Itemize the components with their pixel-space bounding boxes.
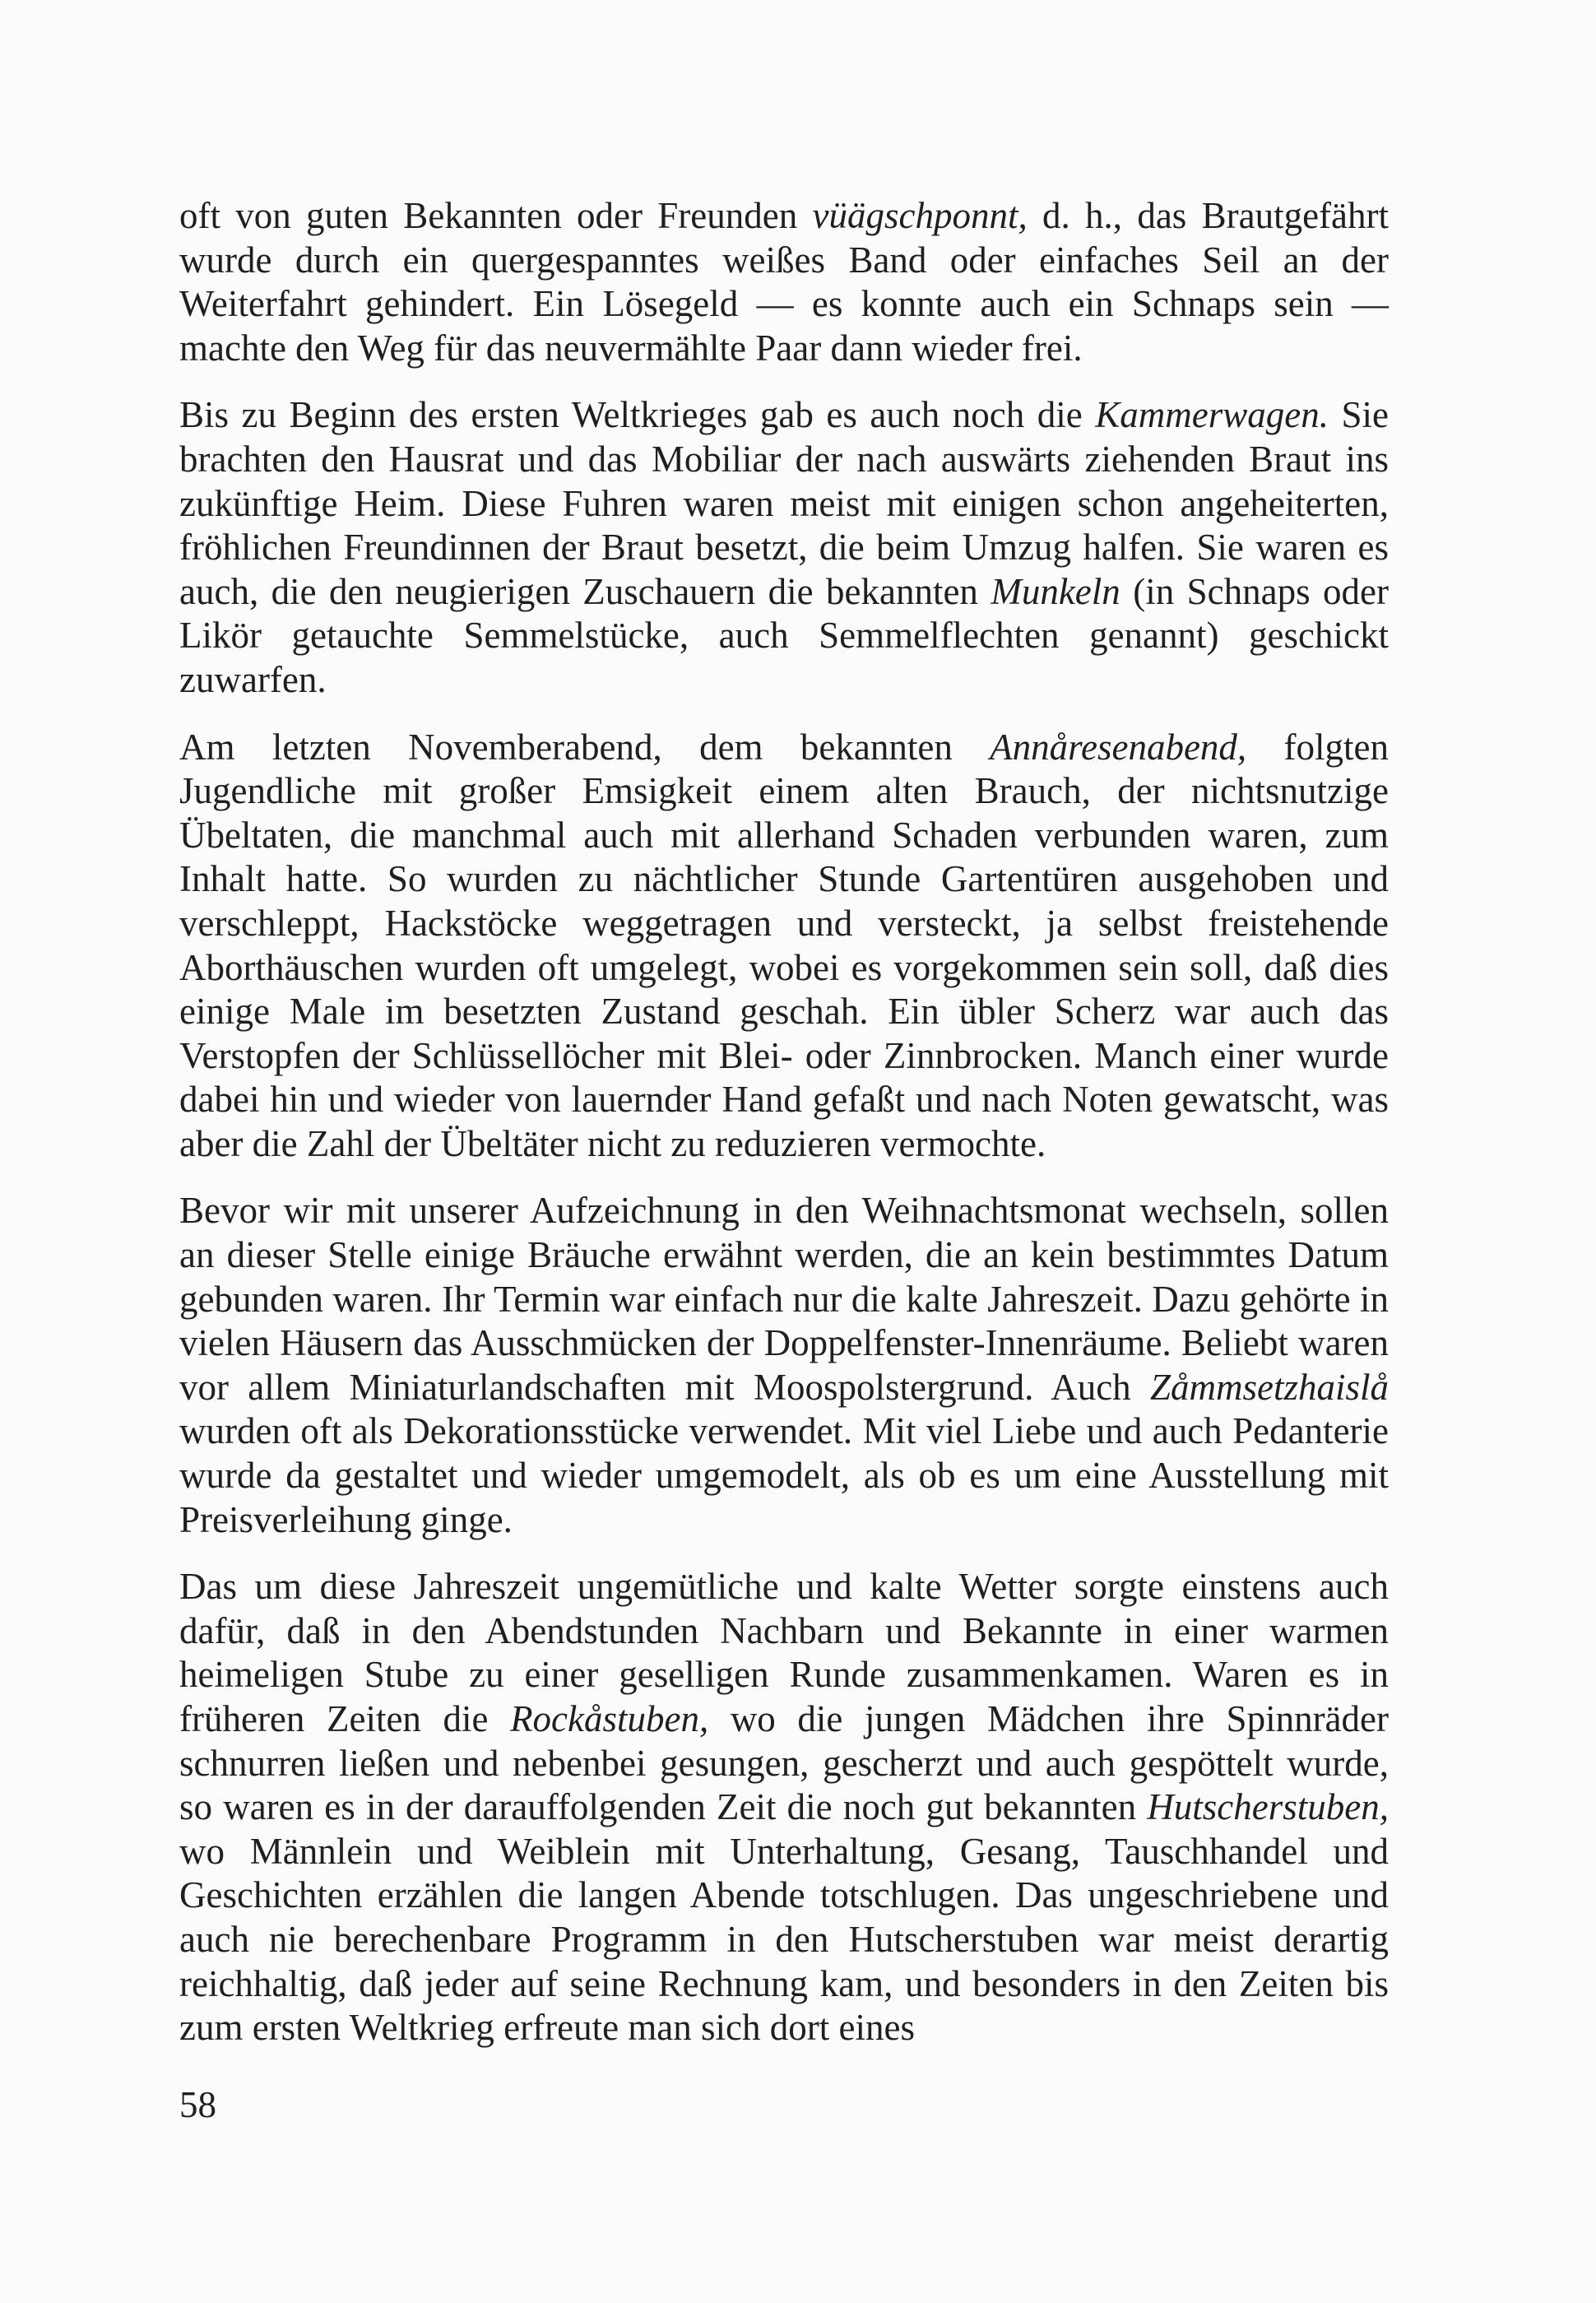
italic-term: Rockåstuben, bbox=[510, 1698, 709, 1739]
italic-term: Hutscherstuben, bbox=[1147, 1786, 1389, 1828]
paragraph: Bevor wir mit unserer Aufzeichnung in den Weihnachtsmonat wechseln, sollen an dieser Stelle einige Bräuche erwähnt werden, die an kein bestimmtes Datum gebunden waren. Ihr Termin war einfach nur die kalte Jahreszeit. Dazu gehörte in vielen Häusern das Ausschmücken der Doppelfenster-Innenräume. Beliebt waren vor allem Miniaturlandschaften mit Moospolstergrund. Auch Zåmmsetzhaislå wurden oft als Dekorationsstücke verwendet. Mit viel Liebe und auch Pedanterie wurde da gestaltet und wieder umgemodelt, als ob es um eine Ausstellung mit Preisverleihung ginge. bbox=[179, 1190, 1389, 1540]
paragraph: Bis zu Beginn des ersten Weltkrieges gab es auch noch die Kammerwagen. Sie brachten den Hausrat und das Mobiliar der nach auswärts ziehenden Braut ins zukünftige Heim. Diese Fuhren waren meist mit einigen schon angeheiterten, fröhlichen Freundinnen der Braut besetzt, die beim Umzug halfen. Sie waren es auch, die den neugierigen Zuschauern die bekannten Munkeln (in Schnaps oder Likör getauchte Semmelstücke, auch Semmelflechten genannt) geschickt zuwarfen. bbox=[179, 394, 1389, 700]
italic-term: vüägschponnt, bbox=[812, 195, 1028, 236]
paragraph: Am letzten Novemberabend, dem bekannten Annåresenabend, folgten Jugendliche mit großer Emsigkeit einem alten Brauch, der nichtsnutzige Übeltaten, die manchmal auch mit allerhand Schaden verbunden waren, zum Inhalt hatte. So wurden zu nächtlicher Stunde Gartentüren ausgehoben und verschleppt, Hackstöcke weggetragen und versteckt, ja selbst freistehende Aborthäuschen wurden oft umgelegt, wobei es vorgekommen sein soll, daß dies einige Male im besetzten Zustand geschah. Ein übler Scherz war auch das Verstopfen der Schlüssellöcher mit Blei- oder Zinnbrocken. Manch einer wurde dabei hin und wieder von lauernder Hand gefaßt und nach Noten gewatscht, was aber die Zahl der Übeltäter nicht zu reduzieren vermochte. bbox=[179, 726, 1389, 1164]
paragraph: oft von guten Bekannten oder Freunden vüägschponnt, d. h., das Brautgefährt wurde durch ein quergespanntes weißes Band oder einfaches Seil an der Weiterfahrt gehindert. Ein Lösegeld — es konnte auch ein Schnaps sein — machte den Weg für das neuvermählte Paar dann wieder frei. bbox=[179, 195, 1389, 369]
paragraph: Das um diese Jahreszeit ungemütliche und kalte Wetter sorgte einstens auch dafür, daß in den Abendstunden Nachbarn und Bekannte in einer warmen heimeligen Stube zu einer geselligen Runde zusammenkamen. Waren es in früheren Zeiten die Rockåstuben, wo die jungen Mädchen ihre Spinnräder schnurren ließen und nebenbei gesungen, gescherzt und auch gespöttelt wurde, so waren es in der darauffolgenden Zeit die noch gut bekannten Hutscherstuben, wo Männlein und Weiblein mit Unterhaltung, Gesang, Tauschhandel und Geschichten erzählen die langen Abende totschlugen. Das ungeschriebene und auch nie berechenbare Programm in den Hutscherstuben war meist derartig reichhaltig, daß jeder auf seine Rechnung kam, und besonders in den Zeiten bis zum ersten Weltkrieg erfreute man sich dort eines bbox=[179, 1566, 1389, 2049]
italic-term: Annåresenabend, bbox=[990, 726, 1247, 768]
italic-term: Munkeln bbox=[991, 570, 1120, 612]
italic-term: Zåmmsetzhaislå bbox=[1149, 1366, 1389, 1408]
page-number: 58 bbox=[179, 2084, 216, 2125]
italic-term: Kammerwagen. bbox=[1095, 394, 1329, 436]
body-text bbox=[179, 194, 1389, 2073]
